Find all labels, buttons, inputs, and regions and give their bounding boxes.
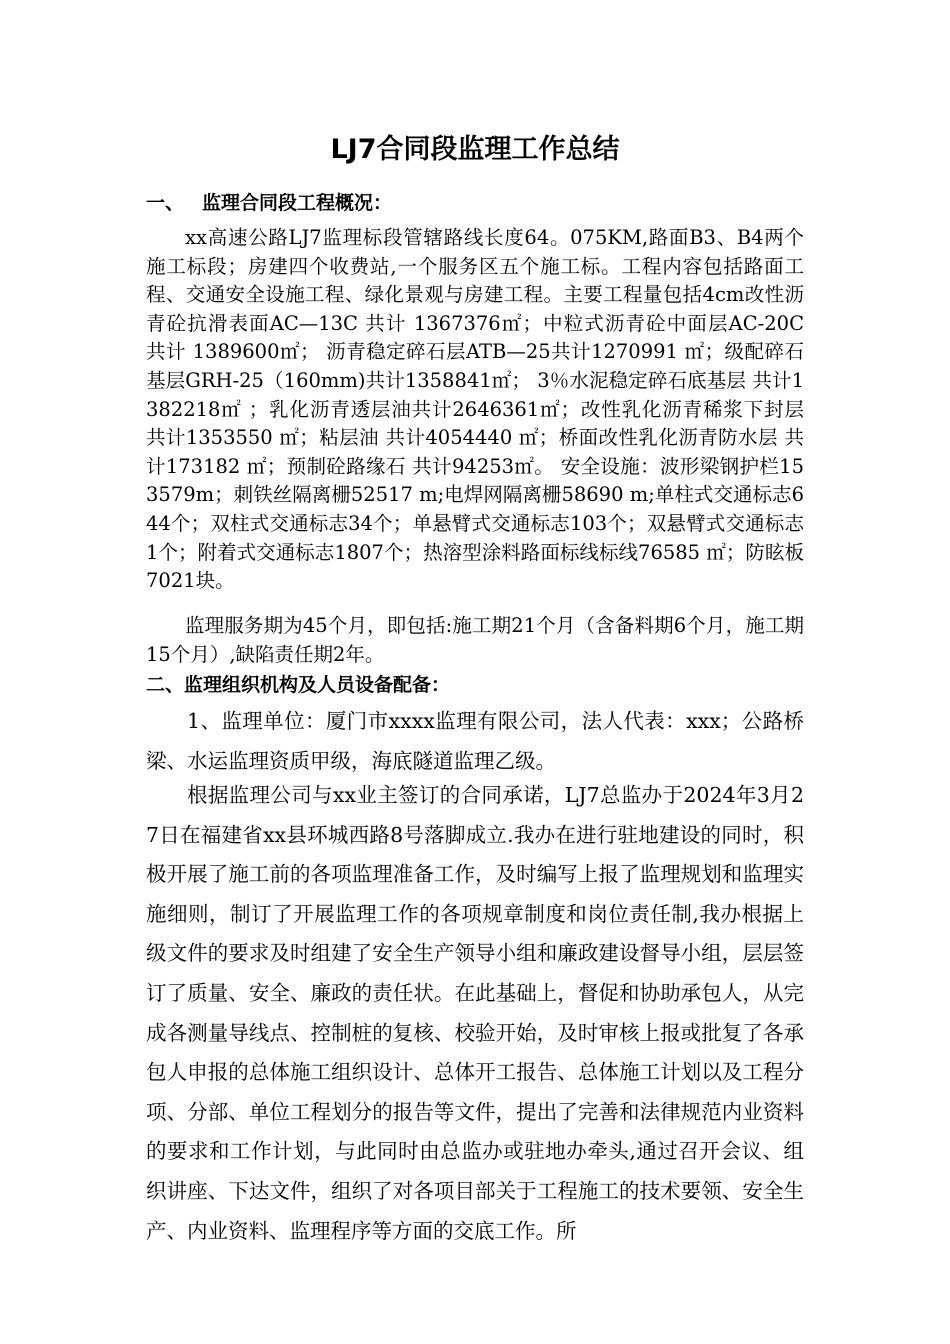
section-1-number: 一、	[146, 192, 185, 214]
project-overview-paragraph: xx高速公路LJ7监理标段管辖路线长度64。075KM,路面B3、B4两个施工标段；房建四个收费站,一个服务区五个施工标。工程内容包括路面工程、交通安全设施工程、绿化景观与房建工程。主要工程量包括4cm改性沥青砼抗滑表面AC—13C 共计 1367376㎡；中粒式沥青砼中面层AC-20C 共计 1389600㎡； 沥青稳定碎石层ATB—25共计1270991 ㎡；级配碎石基层GRH-25（160mm)共计1358841㎡； 3％水泥稳定碎石底基层 共计1382218㎡ ；乳化沥青透层油共计2646361㎡；改性乳化沥青稀浆下封层 共计1353550 ㎡；粘层油 共计4054440 ㎡；桥面改性乳化沥青防水层 共计173182 ㎡；预制砼路缘石 共计94253㎡。 安全设施：波形梁钢护栏153579m；刺铁丝隔离栅52517 m;电焊网隔离栅58690 m;单柱式交通标志644个；双柱式交通标志34个；单悬臂式交通标志103个；双悬臂式交通标志1个；附着式交通标志1807个；热溶型涂料路面标线标线76585 ㎡；防眩板7021块。	[146, 226, 804, 593]
section-2-heading: 二、监理组织机构及人员设备配备：	[146, 674, 451, 696]
service-period-paragraph: 监理服务期为45个月，即包括:施工期21个月（含备料期6个月，施工期15个月）,缺陷责任期2年。	[146, 614, 804, 666]
supervision-unit-paragraph: 1、监理单位：厦门市xxxx监理有限公司，法人代表：xxx；公路桥梁、水运监理资质甲级，海底隧道监理乙级。	[146, 709, 804, 773]
office-establishment-paragraph: 根据监理公司与xx业主签订的合同承诺，LJ7总监办于2024年3月27日在福建省xx县环城西路8号落脚成立.我办在进行驻地建设的同时，积极开展了施工前的各项监理准备工作，及时编写上报了监理规划和监理实施细则，制订了开展监理工作的各项规章制度和岗位责任制,我办根据上级文件的要求及时组建了安全生产领导小组和廉政建设督导小组，层层签订了质量、安全、廉政的责任状。在此基础上，督促和协助承包人，从完成各测量导线点、控制桩的复核、校验开始，及时审核上报或批复了各承包人申报的总体施工组织设计、总体开工报告、总体施工计划以及工程分项、分部、单位工程划分的报告等文件，提出了完善和法律规范内业资料的要求和工作计划，与此同时由总监办或驻地办牵头,通过召开会议、组织讲座、下达文件，组织了对各项目部关于工程施工的技术要领、安全生产、内业资料、监理程序等方面的交底工作。所	[146, 783, 804, 1243]
section-1-title: 监理合同段工程概况：	[202, 192, 393, 214]
document-title: LJ7合同段监理工作总结	[330, 134, 620, 165]
section-1-heading	[146, 188, 392, 218]
